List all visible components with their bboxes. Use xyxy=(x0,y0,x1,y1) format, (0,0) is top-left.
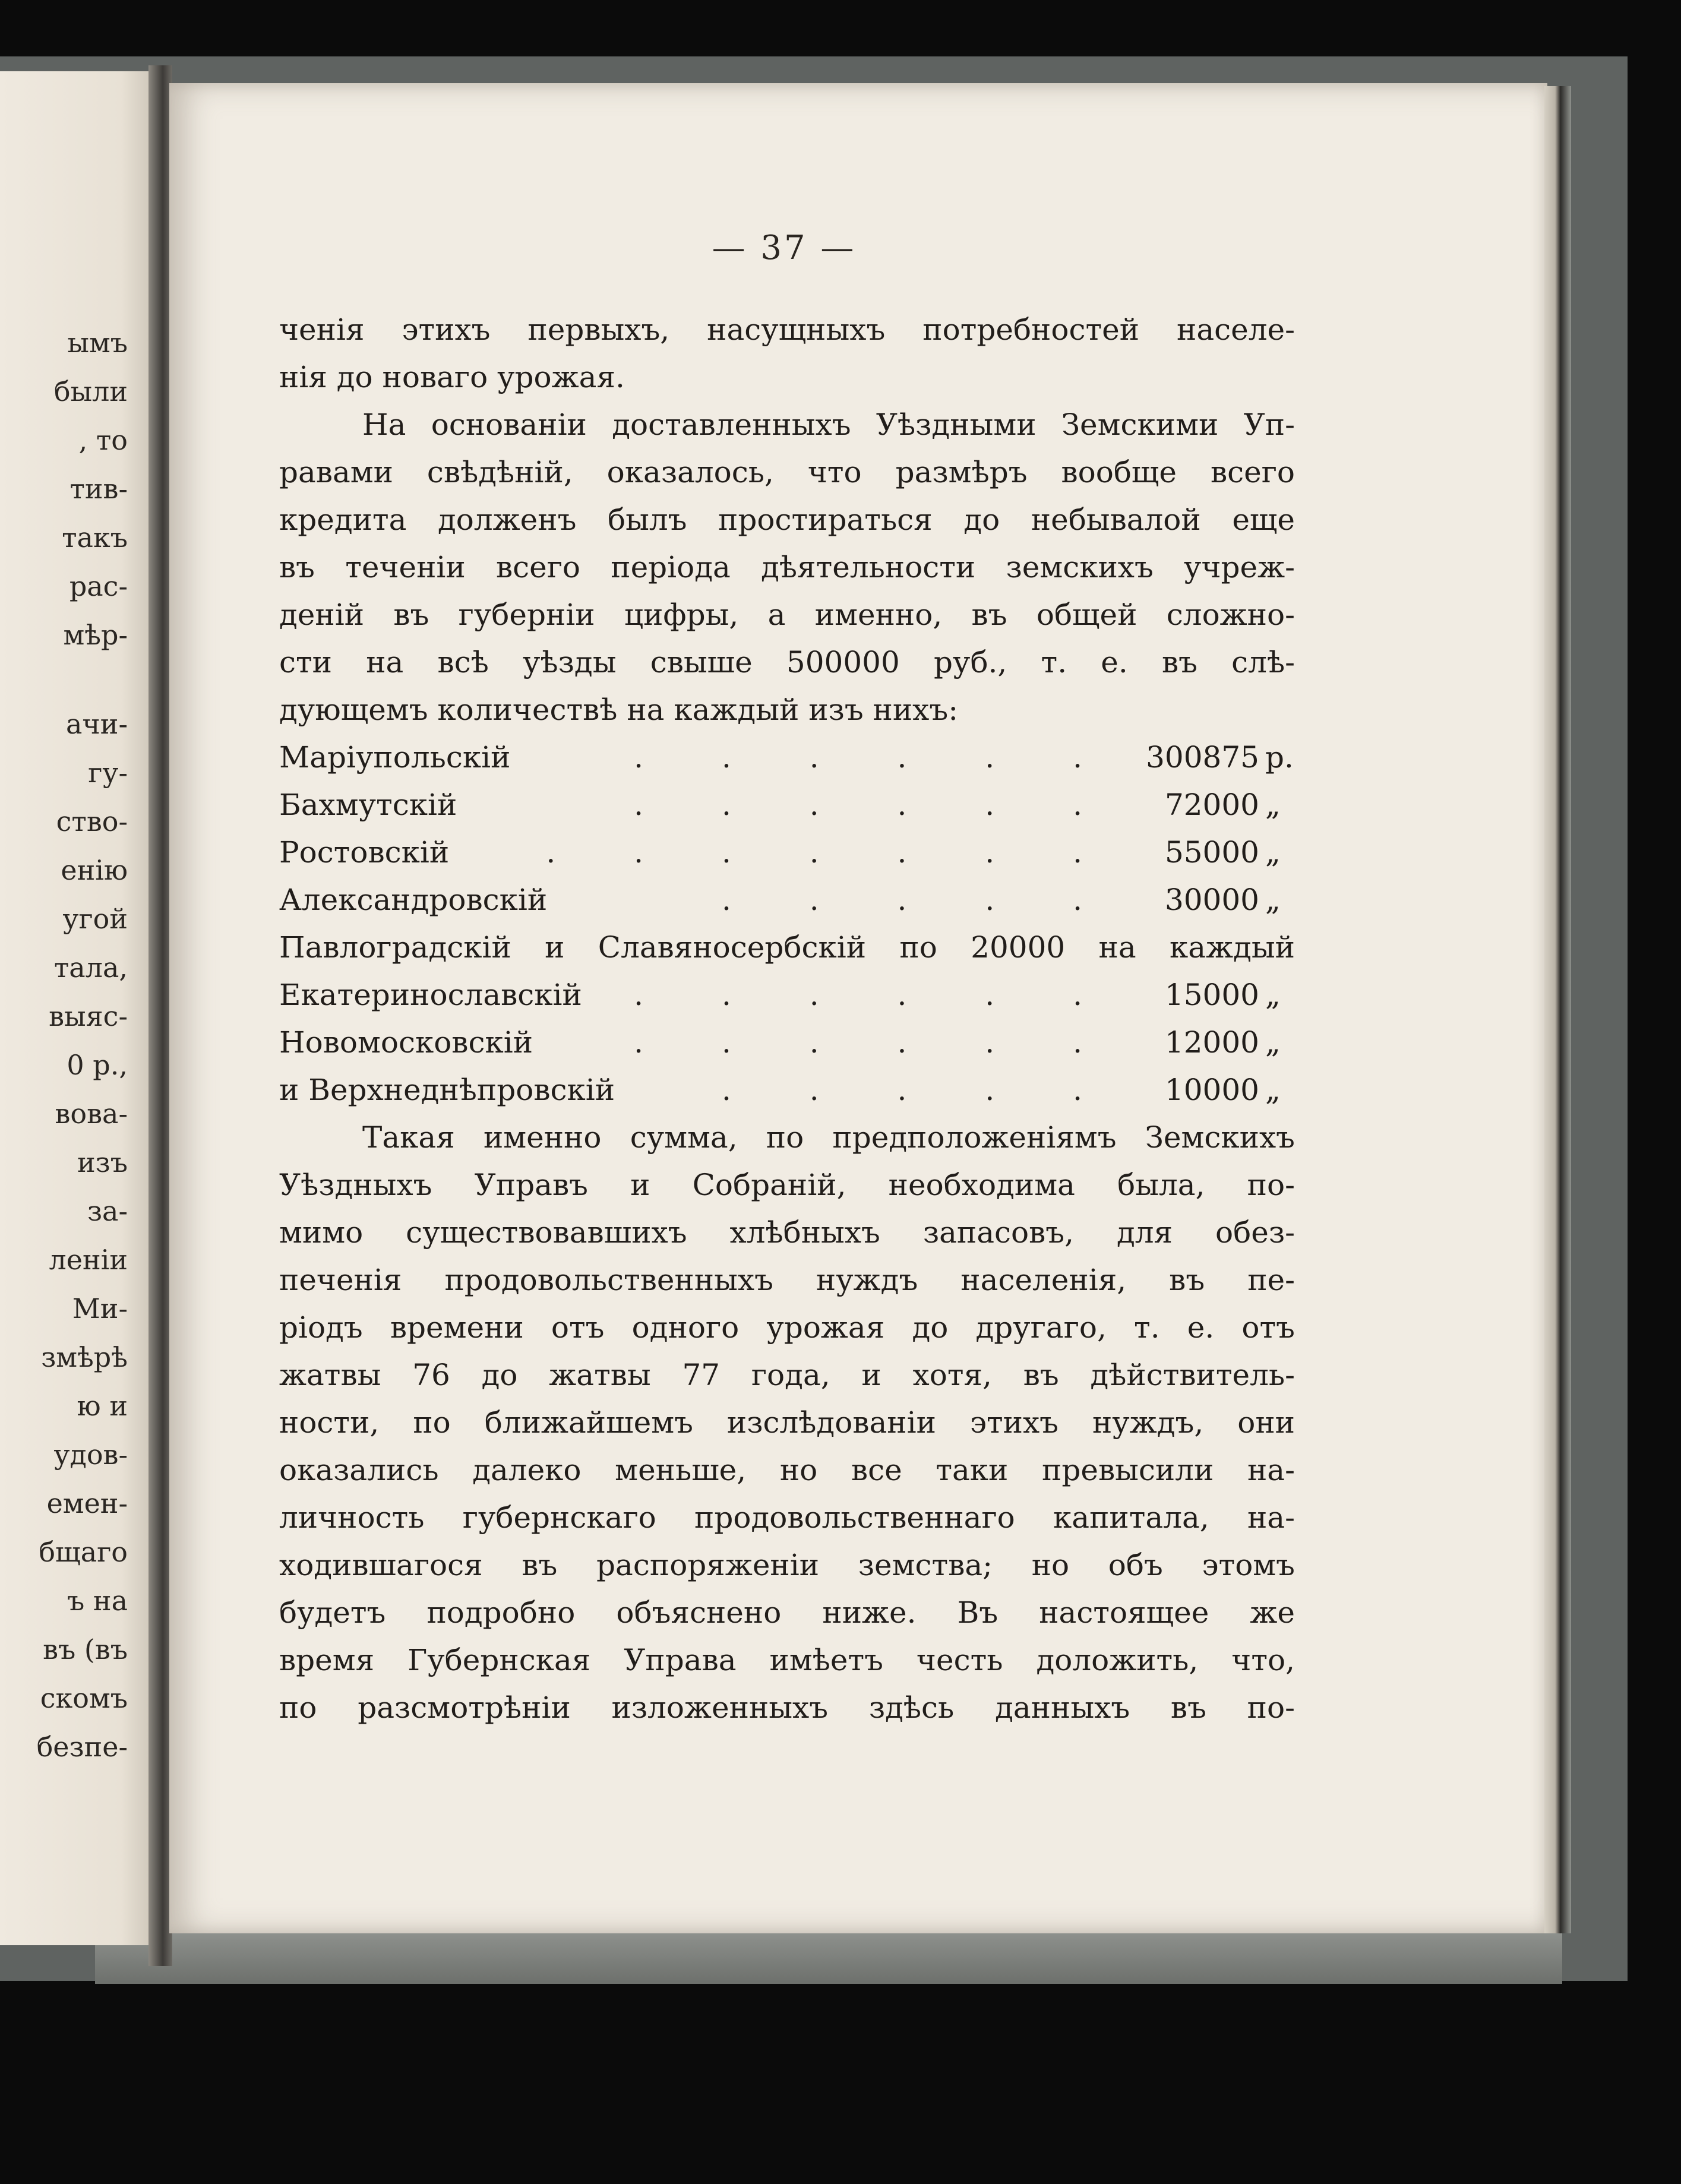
leader-dots: . . . . . . . xyxy=(546,835,1117,870)
text-line: ходившагося въ распоряженіи земства; но объ этомъ xyxy=(279,1548,1295,1582)
text-line: кредита долженъ былъ простираться до небывалой еще xyxy=(279,502,1295,537)
left-fragment-line: выяс- xyxy=(49,1000,128,1032)
left-fragment-line: змѣрѣ xyxy=(41,1341,128,1373)
text-line: равами свѣдѣній, оказалось, что размѣръ вообще всего xyxy=(279,455,1295,489)
district-name: Александровскій xyxy=(279,883,548,917)
text-line: деній въ губерніи цифры, а именно, въ общей сложно- xyxy=(279,598,1295,632)
left-fragment-line: за- xyxy=(87,1195,128,1227)
amount-unit: „ xyxy=(1265,835,1281,870)
text-line: нія до новаго урожая. xyxy=(279,360,625,394)
amount-unit: „ xyxy=(1265,883,1281,917)
book-gutter xyxy=(148,65,172,1966)
left-fragment-line: ство- xyxy=(56,805,128,837)
district-row xyxy=(279,882,1295,918)
leader-dots: . . . . . . xyxy=(634,740,1117,775)
left-fragment-line: 0 р., xyxy=(67,1049,128,1081)
text-line: ности, по ближайшемъ изслѣдованіи этихъ нуждъ, они xyxy=(279,1405,1295,1440)
district-amount: 15000 xyxy=(1164,978,1259,1012)
text-line: Такая именно сумма, по предположеніямъ Земскихъ xyxy=(362,1120,1295,1155)
left-fragment-line: тала, xyxy=(53,952,128,984)
amount-unit: р. xyxy=(1265,740,1294,775)
district-name: Маріупольскій xyxy=(279,740,511,775)
district-name: и Верхнеднѣпровскій xyxy=(279,1073,615,1107)
amount-unit: „ xyxy=(1265,1025,1281,1060)
text-line: въ теченіи всего періода дѣятельности земскихъ учреж- xyxy=(279,550,1295,584)
page-bottom-edge xyxy=(95,1930,1562,1984)
page-fore-edge xyxy=(1544,86,1571,1933)
amount-unit: „ xyxy=(1265,978,1281,1012)
text-line: дующемъ количествѣ на каждый изъ нихъ: xyxy=(279,693,959,727)
text-line: время Губернская Управа имѣетъ честь доложить, что, xyxy=(279,1643,1295,1677)
text-line: На основаніи доставленныхъ Уѣздными Земскими Уп- xyxy=(362,407,1295,442)
left-fragment-line: леніи xyxy=(49,1244,128,1276)
district-row xyxy=(279,1025,1295,1060)
left-fragment-line: гу- xyxy=(88,757,128,789)
left-fragment-line: удов- xyxy=(53,1439,128,1471)
district-name: Бахмутскій xyxy=(279,788,457,822)
district-amount: 12000 xyxy=(1164,1025,1259,1060)
text-line: печенія продовольственныхъ нуждъ населенія, въ пе- xyxy=(279,1263,1295,1297)
left-fragment-line: , то xyxy=(78,424,128,456)
district-amount: 10000 xyxy=(1164,1073,1259,1107)
text-line: жатвы 76 до жатвы 77 года, и хотя, въ дѣйствитель- xyxy=(279,1358,1295,1392)
left-fragment-line: тив- xyxy=(69,473,128,505)
left-fragment-line: емен- xyxy=(46,1487,128,1519)
leader-dots: . . . . . xyxy=(721,883,1117,917)
district-name: Новомосковскій xyxy=(279,1025,533,1060)
district-row xyxy=(279,977,1295,1013)
left-fragment-line: ю и xyxy=(77,1390,128,1422)
leader-dots: . . . . . xyxy=(721,1073,1117,1107)
text-line: Павлоградскій и Славяносербскій по 20000 на каждый xyxy=(279,930,1295,965)
district-row xyxy=(279,787,1295,823)
left-fragment-line: мѣр- xyxy=(63,619,128,651)
district-amount: 30000 xyxy=(1164,883,1259,917)
left-fragment-line: ымъ xyxy=(67,327,128,359)
text-line: Уѣздныхъ Управъ и Собраній, необходима была, по- xyxy=(279,1168,1295,1202)
district-row xyxy=(279,739,1295,775)
left-fragment-line: изъ xyxy=(77,1146,128,1178)
district-amount: 55000 xyxy=(1164,835,1259,870)
amount-unit: „ xyxy=(1265,1073,1281,1107)
leader-dots: . . . . . . xyxy=(634,978,1117,1012)
text-line: мимо существовавшихъ хлѣбныхъ запасовъ, для обез- xyxy=(279,1215,1295,1250)
left-fragment-line: такъ xyxy=(62,521,128,554)
text-line: по разсмотрѣніи изложенныхъ здѣсь данныхъ въ по- xyxy=(279,1690,1295,1725)
text-line: ченія этихъ первыхъ, насущныхъ потребностей населе- xyxy=(279,312,1295,347)
left-fragment-line: енію xyxy=(61,854,128,886)
left-fragment-line: были xyxy=(53,375,128,407)
text-line: сти на всѣ уѣзды свыше 500000 руб., т. е. въ слѣ- xyxy=(279,645,1295,679)
left-fragment-line: въ (въ xyxy=(43,1633,128,1665)
left-page-fragment xyxy=(0,71,151,1945)
left-fragment-line: угой xyxy=(62,903,128,935)
text-line: будетъ подробно объяснено ниже. Въ настоящее же xyxy=(279,1595,1295,1630)
left-fragment-line: бщаго xyxy=(39,1536,128,1568)
district-amount: 72000 xyxy=(1164,788,1259,822)
left-fragment-line: ъ на xyxy=(67,1585,128,1617)
page-number: — 37 — xyxy=(712,229,857,267)
left-fragment-line: безпе- xyxy=(36,1731,128,1763)
district-amount: 300875 xyxy=(1146,740,1259,775)
amount-unit: „ xyxy=(1265,788,1281,822)
left-fragment-line: ачи- xyxy=(65,708,128,740)
left-fragment-line: вова- xyxy=(55,1098,128,1130)
district-name: Екатеринославскій xyxy=(279,978,582,1012)
district-row xyxy=(279,1072,1295,1108)
district-row xyxy=(279,835,1295,870)
text-line: ріодъ времени отъ одного урожая до другаго, т. е. отъ xyxy=(279,1310,1295,1345)
district-name: Ростовскій xyxy=(279,835,450,870)
left-fragment-line: Ми- xyxy=(72,1292,128,1325)
leader-dots: . . . . . . xyxy=(634,788,1117,822)
left-fragment-line: скомъ xyxy=(40,1682,128,1714)
text-line: личность губернскаго продовольственнаго капитала, на- xyxy=(279,1500,1295,1535)
leader-dots: . . . . . . xyxy=(634,1025,1117,1060)
left-fragment-line: рас- xyxy=(69,570,128,602)
text-line: оказались далеко меньше, но все таки превысили на- xyxy=(279,1453,1295,1487)
